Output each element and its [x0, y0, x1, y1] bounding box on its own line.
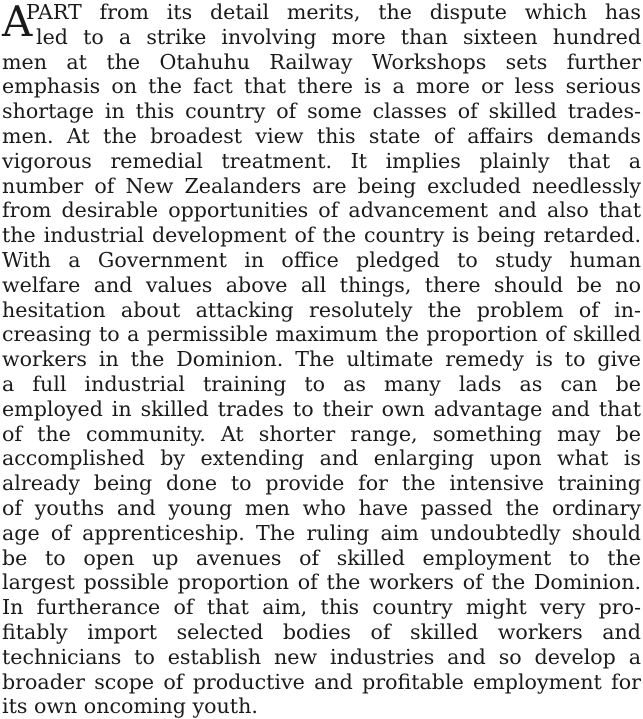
text-line: men at the Otahuhu Railway Workshops sets further — [2, 49, 641, 74]
editorial-article — [2, 0, 641, 719]
text-line: from desirable opportunities of advancement and also that — [2, 198, 641, 223]
text-line-last: its own oncoming youth. — [2, 694, 258, 719]
text-line: workers in the Dominion. The ultimate remedy is to give — [2, 347, 641, 372]
text-line: vigorous remedial treatment. It implies plainly that a — [2, 148, 641, 173]
drop-cap: A — [2, 0, 33, 46]
text-line: accomplished by extending and enlarging upon what is — [2, 446, 641, 471]
text-line: employed in skilled trades to their own advantage and that — [2, 396, 641, 421]
text-line: hesitation about attacking resolutely the problem of in- — [2, 297, 641, 322]
text-line: welfare and values above all things, there should be no — [2, 272, 641, 297]
text-line: led to a strike involving more than sixteen hundred — [36, 24, 641, 49]
text-line: largest possible proportion of the workers of the Dominion. — [2, 570, 641, 595]
text-line: the industrial development of the country is being retarded. — [2, 223, 641, 248]
text-line: PART from its detail merits, the dispute which has — [26, 0, 641, 24]
text-line: emphasis on the fact that there is a more or less serious — [2, 74, 641, 99]
text-line: be to open up avenues of skilled employment to the — [2, 545, 641, 570]
text-line: of youths and young men who have passed the ordinary — [2, 495, 641, 520]
text-line: men. At the broadest view this state of affairs demands — [2, 123, 641, 148]
text-line: of the community. At shorter range, something may be — [2, 421, 641, 446]
text-line: broader scope of productive and profitable employment for — [2, 669, 641, 694]
text-line: a full industrial training to as many lads as can be — [2, 371, 641, 396]
text-line: fitably import selected bodies of skilled workers and — [2, 619, 641, 644]
text-line: technicians to establish new industries and so develop a — [2, 644, 641, 669]
text-line: With a Government in office pledged to study human — [2, 247, 641, 272]
text-line: creasing to a permissible maximum the proportion of skilled — [2, 322, 641, 347]
text-line: In furtherance of that aim, this country might very pro- — [2, 595, 641, 620]
text-line: shortage in this country of some classes of skilled trades- — [2, 99, 641, 124]
text-line: already being done to provide for the intensive training — [2, 471, 641, 496]
text-line: number of New Zealanders are being excluded needlessly — [2, 173, 641, 198]
text-line: age of apprenticeship. The ruling aim undoubtedly should — [2, 520, 641, 545]
